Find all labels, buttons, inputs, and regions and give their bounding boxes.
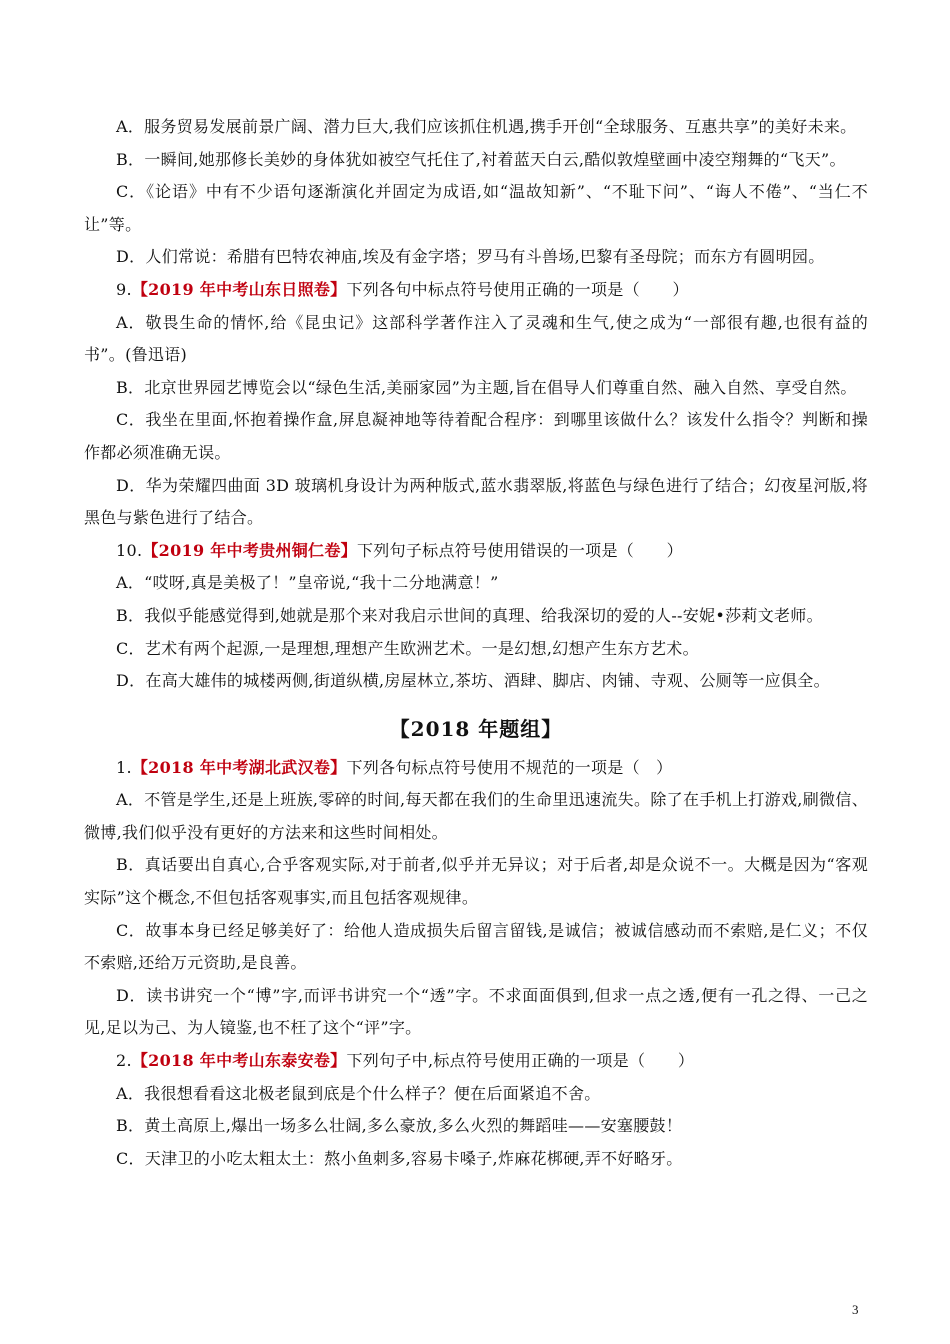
q1-option-d: D．读书讲究一个“博”字,而评书讲究一个“透”字。不求面面俱到,但求一点之透,便有一孔之得、一己之见,足以为己、为人镜鉴,也不枉了这个“评”字。 <box>84 985 868 1038</box>
page-content <box>84 111 868 1175</box>
q9-option-b: B．北京世界园艺博览会以“绿色生活,美丽家园”为主题,旨在倡导人们尊重自然、融入自然、享受自然。 <box>116 377 857 397</box>
q9-option-a: A．敬畏生命的情怀,给《昆虫记》这部科学著作注入了灵魂和生气,使之成为“一部很有趣,也很有益的书”。(鲁迅语) <box>84 312 868 365</box>
question-10 <box>84 535 868 568</box>
question-stem: 下列各句中标点符号使用正确的一项是（ ） <box>346 279 689 299</box>
q2-option-c: C．天津卫的小吃太粗太土：熬小鱼刺多,容易卡嗓子,炸麻花梆硬,弄不好略牙。 <box>116 1148 683 1168</box>
question-1 <box>84 752 868 785</box>
q1-option-b: B．真话要出自真心,合乎客观实际,对于前者,似乎并无异议；对于后者,却是众说不一。大概是因为“客观实际”这个概念,不但包括客观事实,而且包括客观规律。 <box>84 855 868 908</box>
q2-option-b: B．黄土高原上,爆出一场多么壮阔,多么豪放,多么火烈的舞蹈哇——安塞腰鼓！ <box>116 1116 683 1136</box>
question-number: 9. <box>116 279 132 299</box>
q10-option-b: B．我似乎能感觉得到,她就是那个来对我启示世间的真理、给我深切的爱的人--安妮•莎莉文老师。 <box>116 605 823 625</box>
question-9 <box>84 274 868 307</box>
q10-option-d: D．在高大雄伟的城楼两侧,街道纵横,房屋林立,茶坊、酒肆、脚店、肉铺、寺观、公厕等一应俱全。 <box>116 671 830 691</box>
question-number: 1. <box>116 757 132 777</box>
option-c-prev: C．《论语》中有不少语句逐渐演化并固定为成语,如“温故知新”、“不耻下问”、“诲人不倦”、“当仁不让”等。 <box>84 182 868 234</box>
question-stem: 下列各句标点符号使用不规范的一项是（ ） <box>346 757 673 777</box>
q2-option-a: A．我很想看看这北极老鼠到底是个什么样子？便在后面紧追不舍。 <box>116 1083 601 1103</box>
q1-option-c: C．故事本身已经足够美好了：给他人造成损失后留言留钱,是诚信；被诚信感动而不索赔,是仁义；不仅不索赔,还给万元资助,是良善。 <box>84 920 868 973</box>
question-source: 【2019 年中考贵州铜仁卷】 <box>142 540 357 560</box>
question-source: 【2018 年中考湖北武汉卷】 <box>131 757 347 777</box>
q9-option-c: C．我坐在里面,怀抱着操作盒,屏息凝神地等待着配合程序：到哪里该做什么？该发什么指令？判断和操作都必须准确无误。 <box>84 410 868 462</box>
section-title: 【2018 年题组】 <box>389 716 563 741</box>
question-source: 【2019 年中考山东日照卷】 <box>131 279 347 299</box>
q9-option-d: D．华为荣耀四曲面 3D 玻璃机身设计为两种版式,蓝水翡翠版,将蓝色与绿色进行了结合；幻夜星河版,将黑色与紫色进行了结合。 <box>84 475 868 528</box>
option-d-prev: D．人们常说：希腊有巴特农神庙,埃及有金字塔；罗马有斗兽场,巴黎有圣母院；而东方有圆明园。 <box>116 247 825 267</box>
question-source: 【2018 年中考山东泰安卷】 <box>131 1051 347 1071</box>
question-number: 2. <box>116 1051 132 1071</box>
q10-option-a: A．“哎呀,真是美极了！”皇帝说,“我十二分地满意！” <box>116 573 499 593</box>
q1-option-a: A．不管是学生,还是上班族,零碎的时间,每天都在我们的生命里迅速流失。除了在手机上打游戏,刷微信、微博,我们似乎没有更好的方法来和这些时间相处。 <box>84 790 868 842</box>
option-b-prev: B．一瞬间,她那修长美妙的身体犹如被空气托住了,衬着蓝天白云,酷似敦煌壁画中凌空翔舞的“飞天”。 <box>116 149 846 169</box>
question-stem: 下列句子中,标点符号使用正确的一项是（ ） <box>346 1051 695 1071</box>
page-number: 3 <box>852 1302 859 1317</box>
option-a-prev: A．服务贸易发展前景广阔、潜力巨大,我们应该抓住机遇,携手开创“全球服务、互惠共享”的美好未来。 <box>116 117 857 136</box>
question-number: 10. <box>116 540 143 560</box>
q10-option-c: C．艺术有两个起源,一是理想,理想产生欧洲艺术。一是幻想,幻想产生东方艺术。 <box>116 638 699 658</box>
question-2 <box>84 1045 868 1078</box>
question-stem: 下列句子标点符号使用错误的一项是（ ） <box>356 540 683 560</box>
